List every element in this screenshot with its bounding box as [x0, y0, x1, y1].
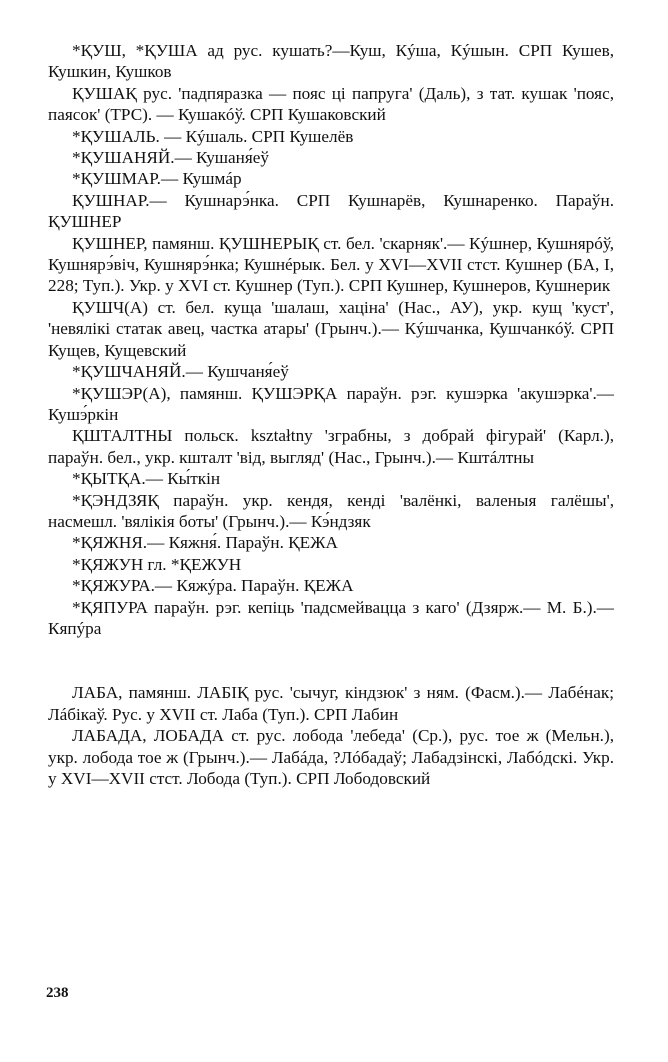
page-number: 238	[46, 985, 69, 1001]
dictionary-entry	[48, 83, 614, 126]
entries-column	[48, 40, 614, 789]
dictionary-entry	[48, 554, 614, 575]
dictionary-entry	[48, 190, 614, 233]
entry-text: *ҚЭНДЗЯҚ параўн. укр. кендя, кенді 'валёнкі, валеныя галёшы', насмешл. 'вялікія боты' (Грынч.).— Кэ́ндзяк	[48, 490, 614, 531]
dictionary-entry	[48, 40, 614, 83]
dictionary-entry	[48, 575, 614, 596]
entry-text: *ҚЫТҚА.— Кы́ткін	[72, 469, 221, 489]
entry-text: ЛАБАДА, ЛОБАДА ст. рус. лобода 'лебеда' (Ср.), рус. тое ж (Мельн.), укр. лобода тое ж (Грынч.).— Лабáда, ?Лóбадаў; Лабадзінскі, Лабóдскі. Укр. у XVI—XVII стст. Лобода (Туп.). СРП Лободовский	[48, 726, 614, 788]
entry-text: ЛАБА, памянш. ЛАБІҚ рус. 'сычуг, кіндзюк' з ням. (Фасм.).— Лабéнак; Лáбікаў. Рус. у XVII ст. Лаба (Туп.). СРП Лабин	[48, 683, 614, 724]
entry-text: *ҚУШМАР.— Кушмáр	[72, 169, 242, 189]
entry-text: *ҚЯЖУРА.— Кяжýра. Параўн. ҚЕЖА	[72, 576, 354, 596]
entry-text: *ҚЯПУРА параўн. рэг. кепіць 'падсмейвацца з каго' (Дзярж.— М. Б.).— Кяпýра	[48, 597, 614, 638]
dictionary-entry	[48, 597, 614, 640]
entry-text: *ҚУШАНЯЙ.— Кушаня́еў	[72, 148, 270, 168]
entry-text: ҚУШАҚ рус. 'падпяразка — пояс ці папруга' (Даль), з тат. кушак 'пояс, паясок' (ТРС). — Кушакóў. СРП Кушаковский	[48, 83, 614, 125]
entry-text: ҚУШЧ(А) ст. бел. куща 'шалаш, хаціна' (Нас., АУ), укр. кущ 'куст', 'невялікі статак авец, частка атары' (Грынч.).— Кýшчанка, Кушчанкóў. СРП Кущев, Кущевский	[48, 297, 614, 360]
entry-text: *ҚЯЖНЯ.— Кяжня́. Параўн. ҚЕЖА	[72, 533, 338, 553]
dictionary-entry	[48, 532, 614, 553]
dictionary-entry	[48, 361, 614, 382]
dictionary-entry	[48, 297, 614, 361]
entry-text: *ҚУШ, *ҚУША ад рус. кушать?—Куш, Кýша, Кýшын. СРП Кушев, Кушкин, Кушков	[48, 41, 614, 82]
dictionary-entry	[48, 233, 614, 297]
dictionary-entry	[48, 682, 614, 725]
entry-text: ҚШТАЛТНЫ польск. kształtny 'зграбны, з добрай фігурай' (Карл.), параўн. бел., укр. кшталт 'від, выгляд' (Нас., Грынч.).— Кштáлтны	[48, 426, 614, 467]
dictionary-entry	[48, 147, 614, 168]
dictionary-entry	[48, 425, 614, 468]
entry-text: *ҚУШАЛЬ. — Кýшаль. СРП Кушелёв	[72, 126, 354, 146]
entry-text: ҚУШНАР.— Кушнарэ́нка. СРП Кушнарёв, Кушнаренко. Параўн. ҚУШНЕР	[48, 190, 614, 232]
dictionary-entry	[48, 725, 614, 789]
entry-text: *ҚЯЖУН гл. *ҚЕЖУН	[72, 554, 242, 574]
dictionary-entry	[48, 168, 614, 189]
dictionary-entry	[48, 490, 614, 533]
entry-text: *ҚУШЧАНЯЙ.— Кушчаня́еў	[72, 362, 289, 382]
entry-text: ҚУШНЕР, памянш. ҚУШНЕРЫҚ ст. бел. 'скарняк'.— Кýшнер, Кушнярóў, Кушнярэ́віч, Кушнярэ́нка; Кушнéрык. Бел. у XVI—XVII стст. Кушнер (БА, I, 228; Туп.). Укр. у XVI ст. Кушнер (Туп.). СРП Кушнер, Кушнеров, Кушнерик	[48, 233, 614, 296]
dictionary-entry	[48, 468, 614, 489]
entry-text: *ҚУШЭР(А), памянш. ҚУШЭРҚА параўн. рэг. кушэрка 'акушэрка'.— Кушэ́ркін	[48, 383, 614, 424]
dictionary-entry	[48, 383, 614, 426]
dictionary-entry	[48, 126, 614, 147]
